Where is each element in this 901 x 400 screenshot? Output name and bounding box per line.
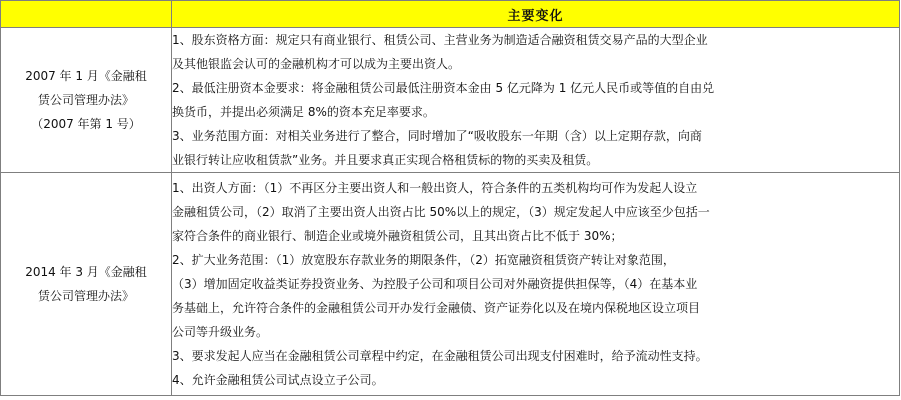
change-line: 换货币，并提出必须满足 8%的资本充足率要求。 [172, 105, 435, 119]
changes-cell [172, 173, 900, 396]
period-line: 2007 年 1 月《金融租 [25, 69, 147, 83]
header-period-cell [1, 1, 172, 28]
table-row [1, 173, 900, 396]
change-line: （3）增加固定收益类证券投资业务、为控股子公司和项目公司对外融资提供担保等，（4）在基本业 [172, 277, 698, 291]
change-line: 2、扩大业务范围：（1）放宽股东存款业务的期限条件，（2）拓宽融资租赁资产转让对象范围， [172, 253, 675, 267]
period-line: 2014 年 3 月《金融租 [25, 265, 147, 279]
period-cell [1, 28, 172, 173]
change-line: 3、业务范围方面：对相关业务进行了整合，同时增加了“吸收股东一年期（含）以上定期存款，向商 [172, 129, 702, 143]
change-line: 4、允许金融租赁公司试点设立子公司。 [172, 373, 384, 387]
change-line: 金融租赁公司，（2）取消了主要出资人出资占比 50%以上的规定，（3）规定发起人中应该至少包括一 [172, 205, 710, 219]
period-line: 赁公司管理办法》 [37, 93, 134, 107]
header-main-changes: 主要变化 [172, 1, 900, 28]
change-line: 3、要求发起人应当在金融租赁公司章程中约定，在金融租赁公司出现支付困难时，给予流动性支持。 [172, 349, 708, 363]
change-line: 1、出资人方面：（1）不再区分主要出资人和一般出资人，符合条件的五类机构均可作为发起人设立 [172, 181, 698, 195]
table-header-row [1, 1, 900, 28]
change-line: 1、股东资格方面：规定只有商业银行、租赁公司、主营业务为制造适合融资租赁交易产品的大型企业 [172, 33, 708, 47]
change-line: 公司等升级业务。 [172, 325, 269, 339]
period-line: （2007 年第 1 号） [31, 117, 141, 131]
period-line: 赁公司管理办法》 [37, 289, 134, 303]
change-line: 2、最低注册资本金要求：将金融租赁公司最低注册资本金由 5 亿元降为 1 亿元人民币或等值的自由兑 [172, 81, 715, 95]
change-line: 及其他银监会认可的金融机构才可以成为主要出资人。 [172, 57, 461, 71]
change-line: 业银行转让应收租赁款”业务。并且要求真正实现合格租赁标的物的买卖及租赁。 [172, 153, 599, 167]
changes-cell [172, 28, 900, 173]
table-row [1, 28, 900, 173]
period-cell [1, 173, 172, 396]
change-line: 务基础上，允许符合条件的金融租赁公司开办发行金融债、资产证券化以及在境内保税地区设立项目 [172, 301, 701, 315]
change-line: 家符合条件的商业银行、制造企业或境外融资租赁公司，且其出资占比不低于 30%； [172, 229, 623, 243]
